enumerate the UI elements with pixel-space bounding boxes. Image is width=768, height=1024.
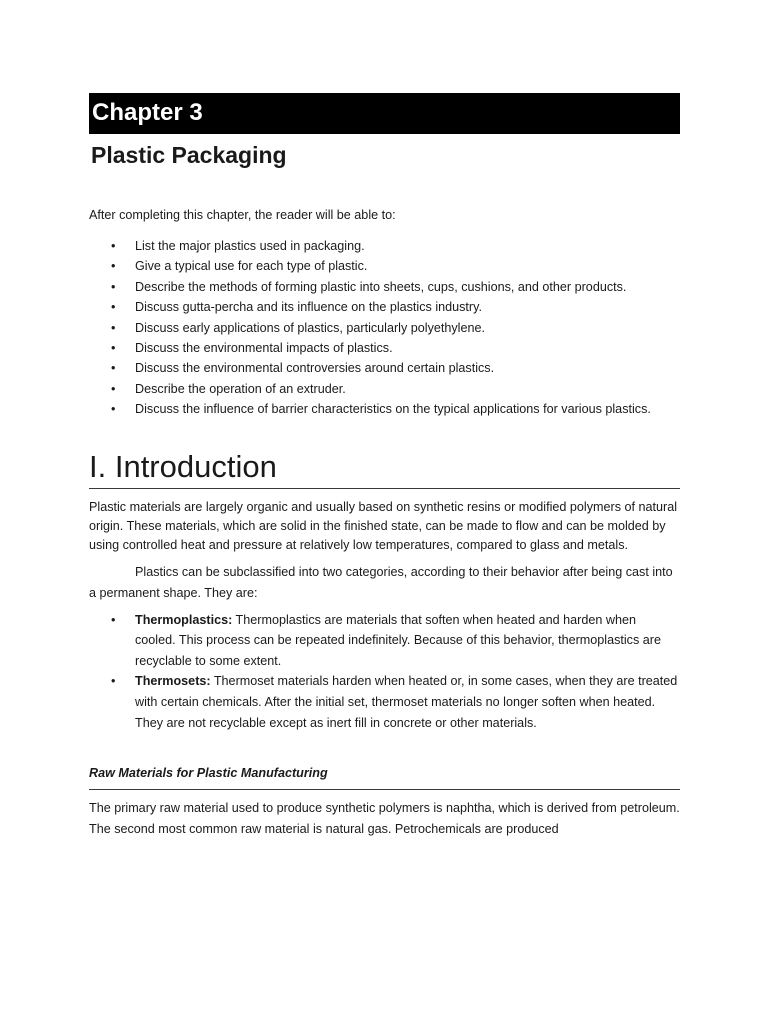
bullet-icon: • <box>111 300 116 315</box>
introduction-paragraph-1: Plastic materials are largely organic and usually based on synthetic resins or modified polymers of natural origin. These materials, which are solid in the finished state, can be made to flow and can be molded by using controlled heat and pressure at relatively low temperatures, compared to glass and metals. <box>89 499 677 552</box>
section-heading-introduction: I. Introduction <box>89 448 680 489</box>
bullet-icon: • <box>111 612 116 627</box>
bullet-icon: • <box>111 239 116 253</box>
list-item: • Give a typical use for each type of plastic. <box>89 256 680 276</box>
document-page <box>89 93 680 840</box>
bullet-icon: • <box>111 279 116 294</box>
bullet-icon: • <box>111 259 116 274</box>
bullet-icon: • <box>111 320 116 335</box>
definition-thermoplastics: Thermoplastics are materials that soften when heated and harden when cooled. This process can be repeated indefinitely. Because of this behavior, thermoplastics are recyclable to some extent. <box>135 612 661 668</box>
list-item-thermoplastics <box>89 610 680 672</box>
term-thermosets: Thermosets: <box>135 674 211 689</box>
list-item: • Discuss the influence of barrier characteristics on the typical applications for various plastics. <box>89 399 680 419</box>
bullet-icon: • <box>111 361 116 376</box>
chapter-label-bar: Chapter 3 <box>89 93 680 134</box>
plastic-categories-list <box>89 610 680 734</box>
bullet-icon: • <box>111 381 116 396</box>
list-item: • Describe the operation of an extruder. <box>89 379 680 399</box>
chapter-title: Plastic Packaging <box>91 142 287 168</box>
list-item: • List the major plastics used in packaging. <box>89 236 680 256</box>
introduction-paragraph-2: Plastics can be subclassified into two categories, according to their behavior after being cast into a permanent shape. They are: <box>89 564 673 600</box>
raw-materials-paragraph: The primary raw material used to produce synthetic polymers is naphtha, which is derived from petroleum. The second most common raw material is natural gas. Petrochemicals are produced <box>89 801 680 837</box>
list-item: • Discuss early applications of plastics, particularly polyethylene. <box>89 318 680 338</box>
list-item-thermosets <box>89 671 680 733</box>
bullet-icon: • <box>111 341 116 356</box>
bullet-icon: • <box>111 402 116 417</box>
definition-thermosets: Thermoset materials harden when heated or, in some cases, when they are treated with certain chemicals. After the initial set, thermoset materials no longer soften when heated. They are not recyclable except as inert fill in concrete or other materials. <box>135 674 678 730</box>
learning-objectives-list <box>89 236 680 420</box>
list-item: • Discuss the environmental impacts of plastics. <box>89 338 680 358</box>
list-item: • Describe the methods of forming plastic into sheets, cups, cushions, and other products. <box>89 277 680 297</box>
term-thermoplastics: Thermoplastics: <box>135 612 233 627</box>
subsection-heading-raw-materials: Raw Materials for Plastic Manufacturing <box>89 766 680 790</box>
list-item: • Discuss the environmental controversies around certain plastics. <box>89 358 680 378</box>
learning-objectives-intro: After completing this chapter, the reader will be able to: <box>89 208 396 222</box>
list-item: • Discuss gutta-percha and its influence on the plastics industry. <box>89 297 680 317</box>
bullet-icon: • <box>111 674 116 689</box>
